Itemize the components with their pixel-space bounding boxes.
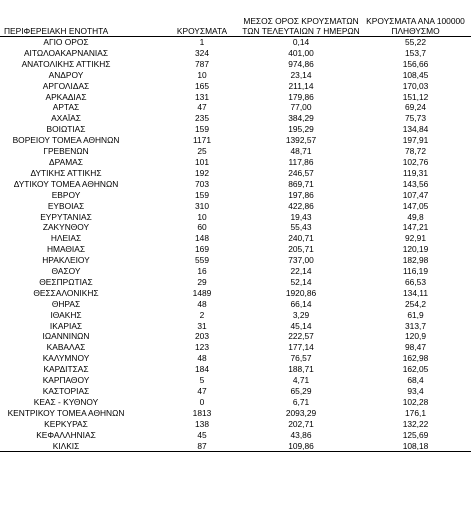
region-cell: ΑΡΤΑΣ (52, 102, 80, 113)
per-100k-cell: 92,91 (405, 233, 426, 244)
avg-7-days-cell: 737,00 (288, 255, 314, 266)
table-row (0, 430, 471, 441)
avg-7-days-cell: 974,86 (288, 58, 314, 69)
per-100k-cell: 78,72 (405, 146, 426, 157)
region-cell: ΑΓΙΟ ΟΡΟΣ (43, 37, 89, 47)
region-cell: ΑΧΑΪΑΣ (51, 113, 81, 124)
table-row (0, 321, 471, 332)
region-cell: ΘΕΣΠΡΩΤΙΑΣ (39, 276, 93, 287)
per-100k-cell: 132,22 (402, 418, 429, 429)
table-row (0, 342, 471, 353)
region-cell: ΑΡΚΑΔΙΑΣ (45, 91, 87, 102)
region-cell: ΗΡΑΚΛΕΙΟΥ (42, 255, 90, 266)
region-cell: ΚΕΝΤΡΙΚΟΥ ΤΟΜΕΑ ΑΘΗΝΩΝ (7, 407, 125, 418)
avg-7-days-cell: 6,71 (292, 396, 310, 407)
table-row (0, 48, 471, 59)
cases-cell: 159 (195, 189, 209, 200)
table-row (0, 277, 471, 288)
header-region: ΠΕΡΙΦΕΡΕΙΑΚΗ ΕΝΟΤΗΤΑ (4, 26, 109, 36)
cases-cell: 45 (197, 429, 207, 440)
cases-cell: 324 (195, 47, 209, 58)
region-cell: ΑΡΓΟΛΙΔΑΣ (42, 80, 90, 91)
region-cell: ΚΑΛΥΜΝΟΥ (42, 353, 90, 364)
per-100k-cell: 102,28 (402, 396, 429, 407)
region-cell: ΙΚΑΡΙΑΣ (49, 320, 83, 331)
cases-cell: 148 (195, 233, 209, 244)
per-100k-cell: 182,98 (402, 255, 429, 266)
cases-cell: 31 (197, 320, 207, 331)
region-cell: ΕΥΡΥΤΑΝΙΑΣ (40, 211, 92, 222)
per-100k-cell: 313,7 (405, 320, 426, 331)
per-100k-cell: 153,7 (405, 47, 426, 58)
region-cell: ΘΗΡΑΣ (51, 298, 81, 309)
table-row (0, 168, 471, 179)
avg-7-days-cell: 48,71 (290, 146, 312, 157)
table-row (0, 288, 471, 299)
cases-cell: 2 (199, 309, 205, 320)
avg-7-days-cell: 422,86 (288, 200, 314, 211)
per-100k-cell: 66,53 (405, 276, 426, 287)
avg-7-days-cell: 117,86 (288, 156, 314, 167)
avg-7-days-cell: 19,43 (290, 211, 312, 222)
table-row (0, 419, 471, 430)
avg-7-days-cell: 197,86 (288, 189, 314, 200)
region-cell: ΘΕΣΣΑΛΟΝΙΚΗΣ (33, 287, 99, 298)
per-100k-cell: 49,8 (407, 211, 424, 222)
avg-7-days-cell: 52,14 (290, 276, 312, 287)
per-100k-cell: 119,31 (403, 167, 428, 178)
avg-7-days-cell: 202,71 (288, 418, 314, 429)
table-body (0, 37, 471, 452)
avg-7-days-cell: 1920,86 (285, 287, 317, 298)
table-row (0, 233, 471, 244)
cases-cell: 165 (195, 80, 209, 91)
avg-7-days-cell: 2093,29 (285, 407, 317, 418)
table-header (0, 0, 471, 37)
table-row (0, 331, 471, 342)
cases-cell: 184 (195, 364, 209, 375)
table-row (0, 37, 471, 48)
per-100k-cell: 147,21 (402, 222, 429, 233)
table-row (0, 408, 471, 419)
region-cell: ΚΕΡΚΥΡΑΣ (44, 418, 88, 429)
avg-7-days-cell: 65,29 (290, 386, 312, 396)
region-cell: ΚΕΑΣ - ΚΥΘΝΟΥ (33, 396, 99, 407)
table-row (0, 92, 471, 103)
per-100k-cell: 61,9 (407, 309, 424, 320)
table-row (0, 157, 471, 168)
table-row (0, 375, 471, 386)
table-row (0, 386, 471, 397)
per-100k-cell: 108,45 (402, 69, 429, 80)
region-cell: ΒΟΙΩΤΙΑΣ (46, 124, 86, 135)
region-cell: ΙΘΑΚΗΣ (50, 309, 82, 320)
avg-7-days-cell: 205,71 (288, 244, 314, 255)
cases-cell: 138 (195, 418, 209, 429)
avg-7-days-cell: 188,71 (288, 364, 314, 375)
header-avg-7-days: ΜΕΣΟΣ ΟΡΟΣ ΚΡΟΥΣΜΑΤΩΝ ΤΩΝ ΤΕΛΕΥΤΑΙΩΝ 7 ΗΜΕΡΩΝ (242, 16, 360, 36)
avg-7-days-cell: 869,71 (288, 178, 314, 189)
avg-7-days-cell: 211,14 (288, 80, 314, 91)
avg-7-days-cell: 66,14 (290, 298, 312, 309)
table-row (0, 212, 471, 223)
per-100k-cell: 108,18 (402, 440, 429, 451)
region-cell: ΚΕΦΑΛΛΗΝΙΑΣ (36, 429, 96, 440)
cases-cell: 559 (195, 255, 209, 266)
cases-cell: 203 (195, 331, 209, 342)
region-cell: ΗΜΑΘΙΑΣ (46, 244, 86, 255)
avg-7-days-cell: 384,29 (288, 113, 314, 124)
table-row (0, 441, 471, 452)
cases-cell: 48 (197, 353, 207, 364)
header-row (0, 0, 471, 37)
per-100k-cell: 93,4 (407, 386, 424, 396)
region-cell: ΕΒΡΟΥ (51, 189, 81, 200)
cases-cell: 48 (197, 298, 207, 309)
avg-7-days-cell: 222,57 (288, 331, 314, 342)
region-cell: ΙΩΑΝΝΙΝΩΝ (42, 331, 90, 342)
avg-7-days-cell: 3,29 (292, 309, 310, 320)
avg-7-days-cell: 55,43 (290, 222, 312, 233)
avg-7-days-cell: 77,00 (290, 102, 312, 113)
per-100k-cell: 162,98 (402, 353, 429, 364)
cases-cell: 1 (199, 37, 205, 47)
table-row (0, 70, 471, 81)
per-100k-cell: 156,66 (402, 58, 429, 69)
per-100k-cell: 147,05 (402, 200, 429, 211)
per-100k-cell: 98,47 (405, 342, 426, 353)
region-cell: ΚΑΡΠΑΘΟΥ (42, 375, 90, 386)
avg-7-days-cell: 401,00 (288, 47, 314, 58)
table-row (0, 255, 471, 266)
per-100k-cell: 176,1 (405, 407, 426, 418)
table-row (0, 364, 471, 375)
cases-cell: 47 (197, 386, 207, 396)
per-100k-cell: 162,05 (402, 364, 429, 375)
region-cell: ΘΑΣΟΥ (51, 266, 81, 277)
cases-cell: 787 (195, 58, 209, 69)
per-100k-cell: 134,11 (403, 287, 428, 298)
cases-cell: 29 (197, 276, 207, 287)
header-per-100k: ΚΡΟΥΣΜΑΤΑ ΑΝΑ 100000 ΠΛΗΘΥΣΜΟ (366, 16, 465, 36)
avg-7-days-cell: 240,71 (288, 233, 314, 244)
table-row (0, 124, 471, 135)
avg-7-days-cell: 4,71 (292, 375, 310, 386)
table-row (0, 135, 471, 146)
cases-cell: 123 (195, 342, 209, 353)
avg-7-days-cell: 43,86 (290, 429, 312, 440)
cases-cell: 703 (195, 178, 209, 189)
cases-cell: 60 (197, 222, 207, 233)
table-row (0, 244, 471, 255)
cases-cell: 235 (195, 113, 209, 124)
cases-cell: 159 (195, 124, 209, 135)
table-row (0, 59, 471, 70)
cases-cell: 169 (195, 244, 209, 255)
cases-cell: 101 (195, 156, 209, 167)
per-100k-cell: 254,2 (405, 298, 426, 309)
region-cell: ΕΥΒΟΙΑΣ (47, 200, 85, 211)
table-row (0, 310, 471, 321)
table-row (0, 353, 471, 364)
avg-7-days-cell: 195,29 (288, 124, 314, 135)
cases-cell: 25 (197, 146, 207, 157)
avg-7-days-cell: 22,14 (290, 266, 312, 277)
per-100k-cell: 120,19 (402, 244, 429, 255)
avg-7-days-cell: 1392,57 (285, 135, 317, 146)
region-cell: ΚΑΡΔΙΤΣΑΣ (43, 364, 89, 375)
per-100k-cell: 197,91 (402, 135, 429, 146)
region-cell: ΖΑΚΥΝΘΟΥ (42, 222, 90, 233)
region-cell: ΔΥΤΙΚΟΥ ΤΟΜΕΑ ΑΘΗΝΩΝ (13, 178, 119, 189)
cases-cell: 87 (197, 440, 207, 451)
table-row (0, 113, 471, 124)
cases-cell: 1489 (192, 287, 212, 298)
region-cell: ΚΙΛΚΙΣ (52, 440, 80, 451)
per-100k-cell: 120,9 (405, 331, 426, 342)
cases-cell: 192 (195, 167, 209, 178)
region-cell: ΒΟΡΕΙΟΥ ΤΟΜΕΑ ΑΘΗΝΩΝ (12, 135, 120, 146)
avg-7-days-cell: 23,14 (290, 69, 312, 80)
table-row (0, 222, 471, 233)
region-cell: ΓΡΕΒΕΝΩΝ (43, 146, 89, 157)
cases-cell: 310 (195, 200, 209, 211)
per-100k-cell: 55,22 (405, 37, 426, 47)
region-cell: ΔΡΑΜΑΣ (49, 156, 83, 167)
per-100k-cell: 151,12 (402, 91, 429, 102)
table-row (0, 397, 471, 408)
table-row (0, 81, 471, 92)
avg-7-days-cell: 177,14 (288, 342, 314, 353)
per-100k-cell: 107,47 (402, 189, 429, 200)
table-row (0, 102, 471, 113)
avg-7-days-cell: 109,86 (288, 440, 314, 451)
region-cell: ΑΙΤΩΛΟΑΚΑΡΝΑΝΙΑΣ (23, 47, 109, 58)
region-cell: ΗΛΕΙΑΣ (50, 233, 82, 244)
cases-cell: 131 (195, 91, 209, 102)
per-100k-cell: 170,03 (402, 80, 429, 91)
per-100k-cell: 143,56 (402, 178, 429, 189)
cases-cell: 1813 (192, 407, 212, 418)
cases-cell: 1171 (192, 135, 211, 146)
table-row (0, 299, 471, 310)
region-cell: ΑΝΑΤΟΛΙΚΗΣ ΑΤΤΙΚΗΣ (21, 58, 111, 69)
avg-7-days-cell: 45,14 (290, 320, 312, 331)
region-cell: ΚΑΒΑΛΑΣ (46, 342, 86, 353)
table-row (0, 201, 471, 212)
table-row (0, 190, 471, 201)
region-cell: ΚΑΣΤΟΡΙΑΣ (42, 386, 90, 396)
per-100k-cell: 116,19 (403, 266, 428, 277)
avg-7-days-cell: 0,14 (292, 37, 310, 47)
table-row (0, 179, 471, 190)
per-100k-cell: 69,24 (405, 102, 426, 113)
region-cell: ΑΝΔΡΟΥ (48, 69, 84, 80)
cases-cell: 16 (197, 266, 207, 277)
table-row (0, 146, 471, 157)
per-100k-cell: 134,84 (402, 124, 429, 135)
cases-cell: 10 (197, 211, 207, 222)
cases-cell: 5 (199, 375, 205, 386)
region-cell: ΔΥΤΙΚΗΣ ΑΤΤΙΚΗΣ (30, 167, 102, 178)
header-cases: ΚΡΟΥΣΜΑΤΑ (176, 26, 228, 36)
avg-7-days-cell: 246,57 (288, 167, 314, 178)
per-100k-cell: 102,76 (402, 156, 429, 167)
per-100k-cell: 68,4 (407, 375, 424, 386)
cases-cell: 0 (199, 396, 205, 407)
table-row (0, 266, 471, 277)
per-100k-cell: 75,73 (405, 113, 426, 124)
per-100k-cell: 125,69 (402, 429, 429, 440)
cases-cell: 10 (197, 69, 207, 80)
cases-cell: 47 (197, 102, 207, 113)
avg-7-days-cell: 179,86 (288, 91, 314, 102)
avg-7-days-cell: 76,57 (290, 353, 312, 364)
